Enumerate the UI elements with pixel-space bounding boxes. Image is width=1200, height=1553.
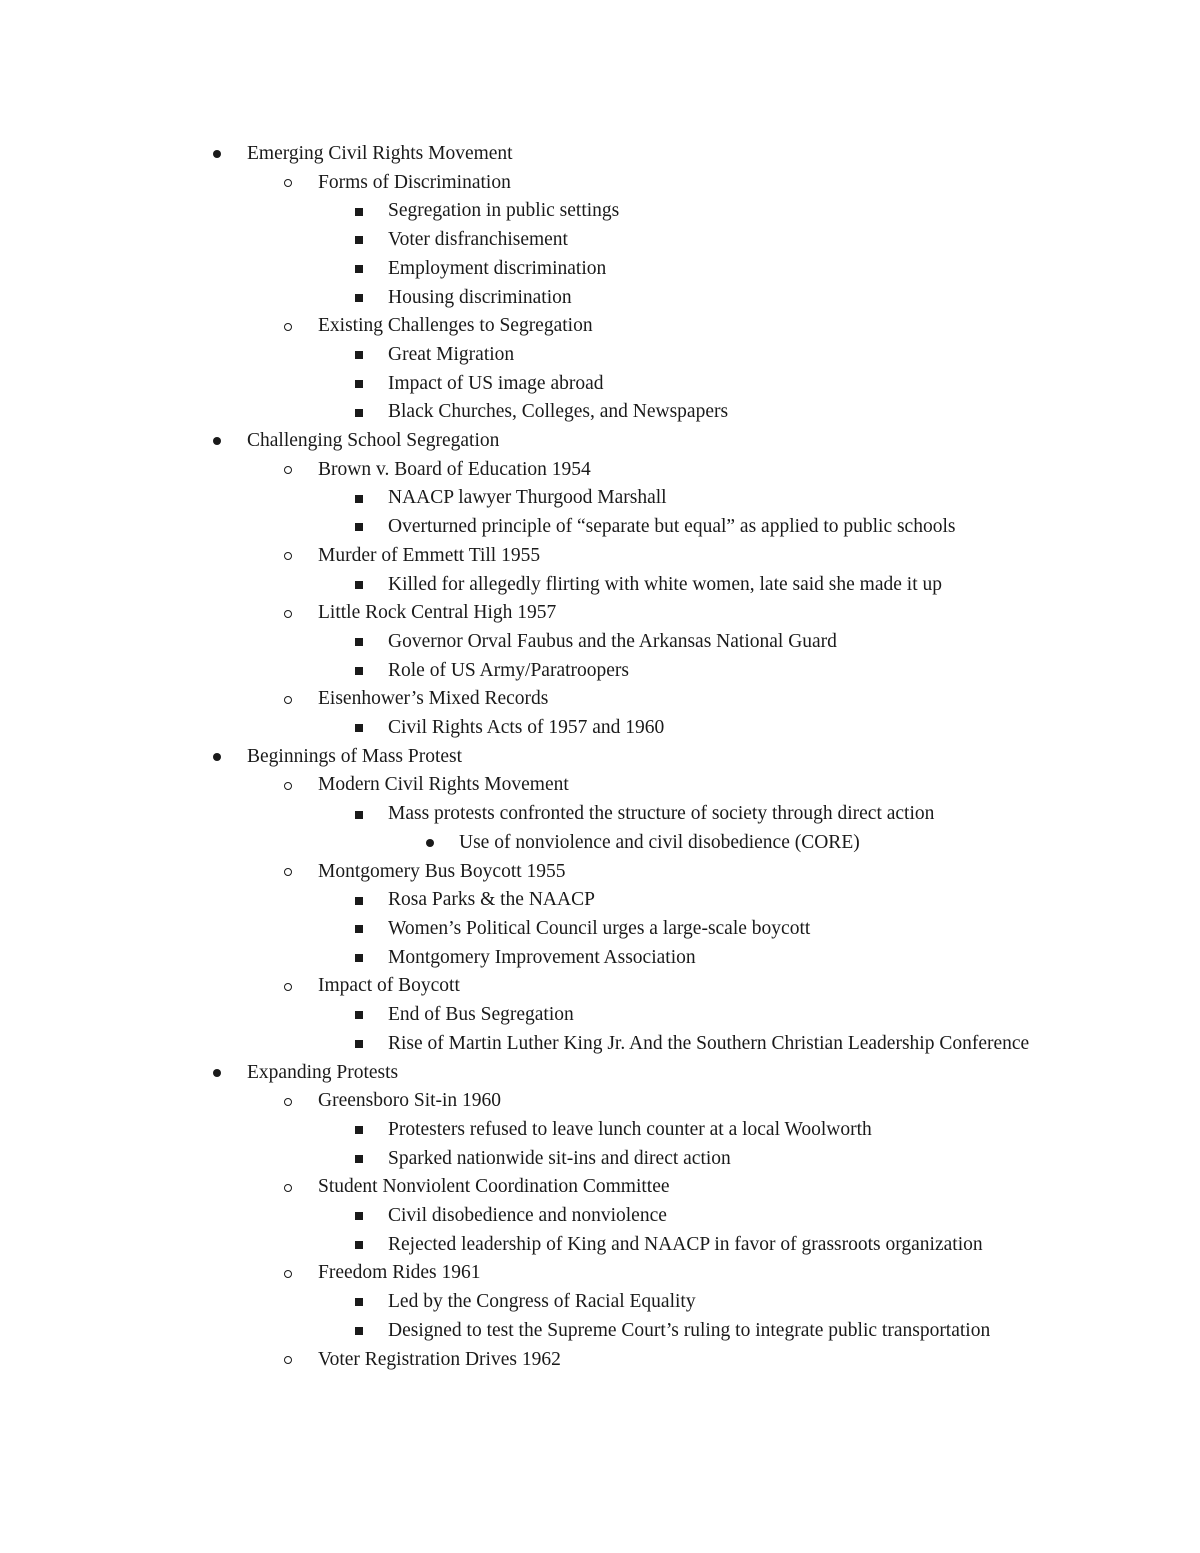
outline-item-level-3: [0, 197, 1068, 226]
bullet-square-icon: [352, 628, 366, 657]
outline-item-level-3: [0, 800, 1068, 829]
bullet-square-icon: [352, 915, 366, 944]
bullet-circle-icon: [281, 771, 295, 800]
bullet-square-icon: [352, 571, 366, 600]
outline-item-text: Montgomery Bus Boycott 1955: [318, 860, 566, 882]
bullet-circle-icon: [281, 1346, 295, 1375]
outline-item-level-3: [0, 886, 1068, 915]
outline-item-level-3: [0, 513, 1068, 542]
outline-item-level-1: [0, 427, 1047, 456]
outline-item-text: Segregation in public settings: [388, 200, 620, 222]
outline-item-text: Impact of Boycott: [318, 975, 460, 997]
outline-item-level-3: [0, 1001, 1068, 1030]
outline-item-text: Protesters refused to leave lunch counter at a local Woolworth: [388, 1118, 872, 1140]
outline-item-level-3: [0, 628, 1068, 657]
bullet-square-icon: [352, 944, 366, 973]
bullet-square-icon: [352, 1202, 366, 1231]
outline-item-level-2: [0, 312, 1058, 341]
outline-item-text: Impact of US image abroad: [388, 372, 604, 394]
outline-item-level-2: [0, 1259, 1058, 1288]
outline-item-text: Student Nonviolent Coordination Committee: [318, 1176, 670, 1198]
outline-item-level-4: [0, 829, 1079, 858]
outline-item-text: Governor Orval Faubus and the Arkansas National Guard: [388, 630, 837, 652]
bullet-square-icon: [352, 657, 366, 686]
outline-item-level-2: [0, 169, 1058, 198]
outline-item-text: Emerging Civil Rights Movement: [247, 143, 513, 164]
bullet-disc-icon: [210, 427, 224, 456]
bullet-square-icon: [352, 513, 366, 542]
bullet-square-icon: [352, 886, 366, 915]
outline-item-text: Existing Challenges to Segregation: [318, 315, 593, 337]
outline-item-text: Voter Registration Drives 1962: [318, 1348, 561, 1370]
outline-item-level-2: [0, 685, 1058, 714]
outline-item-level-3: [0, 226, 1068, 255]
bullet-square-icon: [352, 1116, 366, 1145]
outline-item-level-2: [0, 456, 1058, 485]
outline-item-text: Civil Rights Acts of 1957 and 1960: [388, 717, 665, 739]
outline-item-level-3: [0, 714, 1068, 743]
bullet-square-icon: [352, 1317, 366, 1346]
outline-item-level-3: [0, 657, 1068, 686]
outline-item-level-3: [0, 370, 1068, 399]
outline-item-text: Forms of Discrimination: [318, 171, 511, 193]
bullet-square-icon: [352, 370, 366, 399]
bullet-circle-icon: [281, 599, 295, 628]
outline-item-text: Murder of Emmett Till 1955: [318, 544, 541, 566]
outline-item-text: NAACP lawyer Thurgood Marshall: [388, 487, 667, 509]
outline-item-text: Housing discrimination: [388, 286, 572, 308]
outline-item-level-3: [0, 1202, 1068, 1231]
outline-item-level-3: [0, 915, 1068, 944]
bullet-circle-icon: [281, 169, 295, 198]
outline-item-level-3: [0, 398, 1068, 427]
outline-item-text: Mass protests confronted the structure of society through direct action: [388, 803, 935, 825]
outline-item-text: Overturned principle of “separate but equal” as applied to public schools: [388, 516, 956, 538]
outline-item-level-2: [0, 972, 1058, 1001]
bullet-circle-icon: [281, 685, 295, 714]
outline-item-level-2: [0, 1087, 1058, 1116]
bullet-square-icon: [352, 1145, 366, 1174]
outline-item-level-3: [0, 1116, 1068, 1145]
bullet-circle-icon: [281, 1173, 295, 1202]
outline-item-text: Brown v. Board of Education 1954: [318, 458, 591, 480]
outline-item-text: Little Rock Central High 1957: [318, 602, 557, 624]
bullet-circle-icon: [281, 972, 295, 1001]
outline-item-text: Modern Civil Rights Movement: [318, 774, 569, 796]
outline-item-text: Black Churches, Colleges, and Newspapers: [388, 401, 729, 423]
bullet-square-icon: [352, 255, 366, 284]
outline-item-text: Rejected leadership of King and NAACP in favor of grassroots organization: [388, 1233, 983, 1255]
outline-item-text: End of Bus Segregation: [388, 1004, 574, 1026]
outline-item-text: Killed for allegedly flirting with white women, late said she made it up: [388, 573, 942, 595]
bullet-circle-icon: [281, 542, 295, 571]
bullet-square-icon: [352, 284, 366, 313]
outline-item-level-2: [0, 771, 1058, 800]
bullet-circle-icon: [281, 456, 295, 485]
outline-item-level-3: [0, 284, 1068, 313]
bullet-square-icon: [352, 197, 366, 226]
bullet-square-icon: [352, 1231, 366, 1260]
bullet-circle-icon: [281, 1259, 295, 1288]
bullet-square-icon: [352, 341, 366, 370]
outline-item-text: Freedom Rides 1961: [318, 1262, 481, 1284]
outline-item-level-1: [0, 140, 1047, 169]
outline-item-level-3: [0, 1145, 1068, 1174]
outline-item-text: Sparked nationwide sit-ins and direct action: [388, 1147, 731, 1169]
outline-item-level-3: [0, 1317, 1068, 1346]
outline-item-level-3: [0, 255, 1068, 284]
outline-list: [0, 140, 1200, 1374]
bullet-circle-icon: [281, 858, 295, 887]
outline-item-text: Challenging School Segregation: [247, 430, 500, 452]
outline-item-text: Rise of Martin Luther King Jr. And the Southern Christian Leadership Conference: [388, 1032, 1030, 1054]
outline-item-level-2: [0, 599, 1058, 628]
outline-item-text: Beginnings of Mass Protest: [247, 745, 463, 767]
outline-item-text: Women’s Political Council urges a large-scale boycott: [388, 917, 811, 939]
outline-item-level-2: [0, 858, 1058, 887]
bullet-disc-icon: [423, 829, 437, 858]
outline-item-level-3: [0, 1231, 1068, 1260]
bullet-square-icon: [352, 714, 366, 743]
outline-item-level-2: [0, 1173, 1058, 1202]
bullet-square-icon: [352, 1288, 366, 1317]
outline-item-text: Employment discrimination: [388, 257, 607, 279]
outline-item-text: Voter disfranchisement: [388, 229, 568, 251]
bullet-disc-icon: [210, 1059, 224, 1088]
bullet-square-icon: [352, 800, 366, 829]
bullet-square-icon: [352, 1030, 366, 1059]
outline-item-text: Led by the Congress of Racial Equality: [388, 1291, 696, 1313]
outline-item-level-3: [0, 1030, 1068, 1059]
bullet-disc-icon: [210, 743, 224, 772]
bullet-circle-icon: [281, 1087, 295, 1116]
bullet-square-icon: [352, 1001, 366, 1030]
outline-item-level-3: [0, 944, 1068, 973]
outline-item-level-3: [0, 484, 1068, 513]
outline-item-level-3: [0, 341, 1068, 370]
bullet-square-icon: [352, 226, 366, 255]
outline-item-text: Expanding Protests: [247, 1061, 399, 1083]
outline-item-level-3: [0, 571, 1068, 600]
outline-item-text: Role of US Army/Paratroopers: [388, 659, 630, 681]
bullet-circle-icon: [281, 312, 295, 341]
outline-item-level-2: [0, 1346, 1058, 1375]
outline-item-text: Eisenhower’s Mixed Records: [318, 688, 549, 710]
outline-item-text: Rosa Parks & the NAACP: [388, 889, 595, 911]
outline-item-level-1: [0, 1059, 1047, 1088]
outline-item-level-3: [0, 1288, 1068, 1317]
outline-item-level-2: [0, 542, 1058, 571]
outline-item-text: Civil disobedience and nonviolence: [388, 1205, 667, 1227]
outline-item-text: Greensboro Sit-in 1960: [318, 1090, 502, 1112]
outline-item-text: Use of nonviolence and civil disobedience (CORE): [459, 831, 860, 853]
outline-item-text: Great Migration: [388, 343, 515, 365]
bullet-square-icon: [352, 398, 366, 427]
outline-item-text: Designed to test the Supreme Court’s ruling to integrate public transportation: [388, 1319, 991, 1341]
bullet-square-icon: [352, 484, 366, 513]
bullet-disc-icon: [210, 140, 224, 169]
outline-item-level-1: [0, 743, 1047, 772]
outline-item-text: Montgomery Improvement Association: [388, 946, 696, 968]
